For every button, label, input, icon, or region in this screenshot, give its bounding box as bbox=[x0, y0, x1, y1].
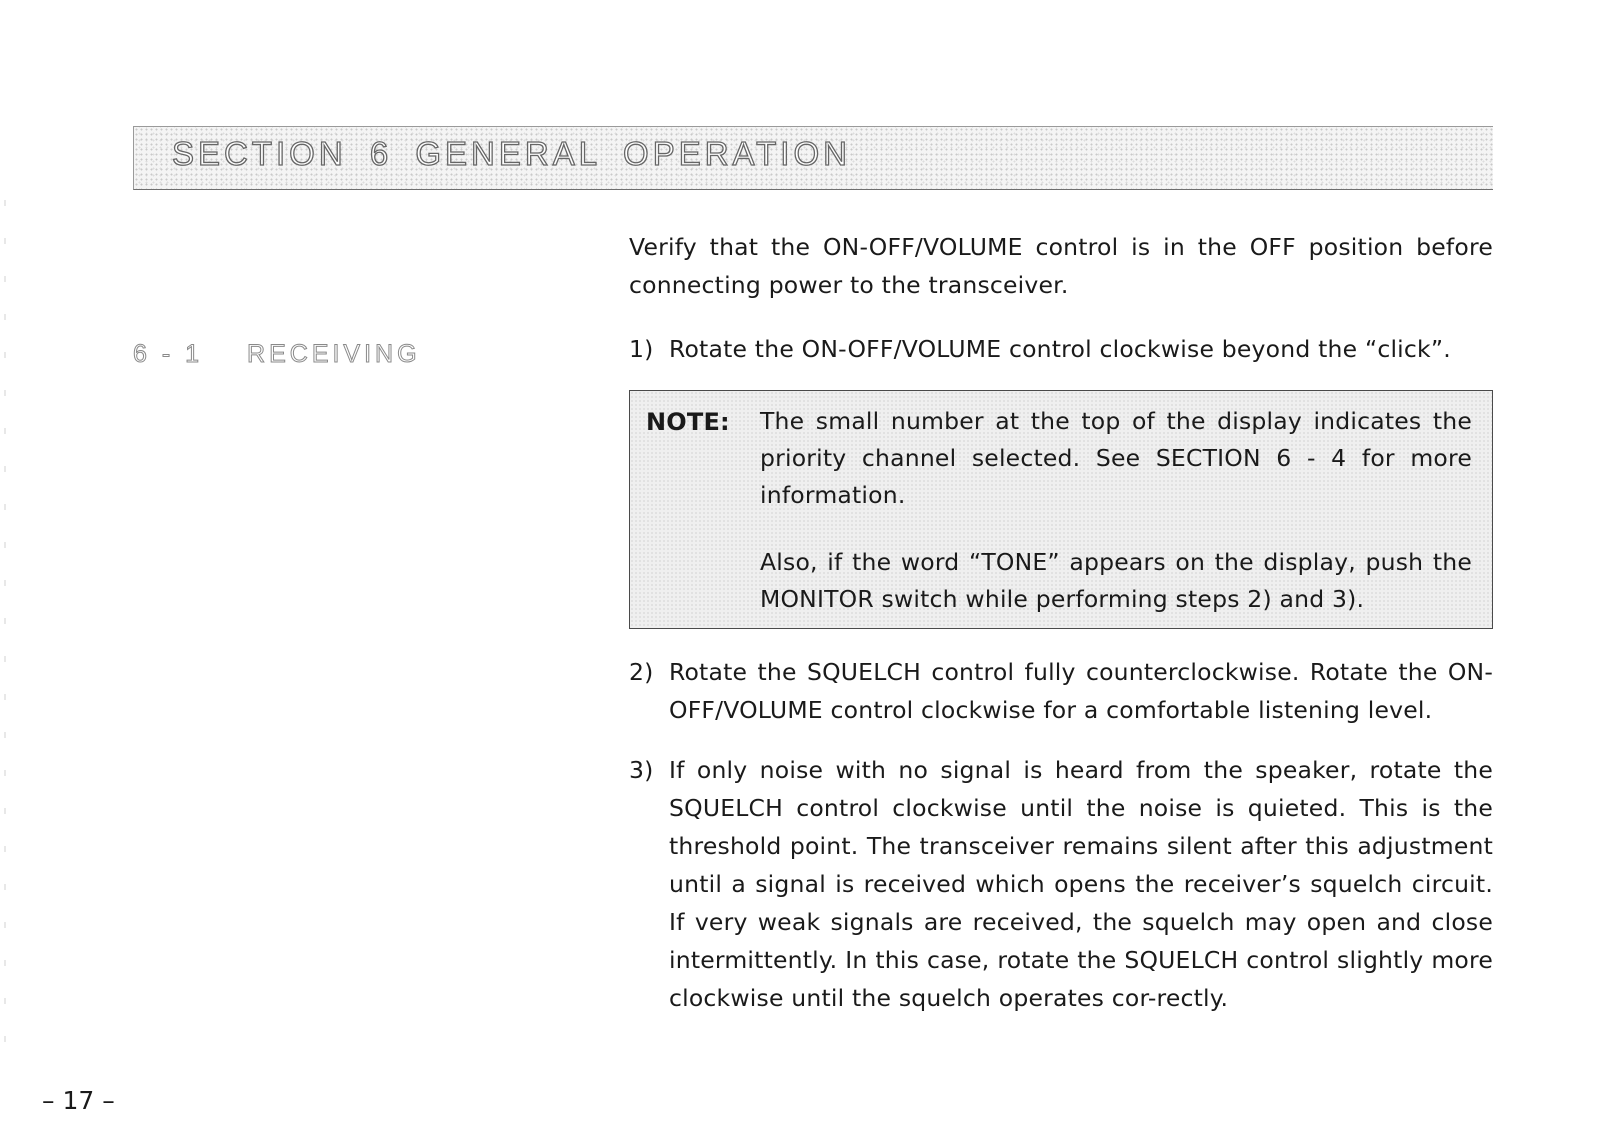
subsection-heading bbox=[133, 340, 421, 369]
step-number: 2) bbox=[629, 658, 654, 686]
scan-edge-marks bbox=[4, 200, 6, 1060]
note-body bbox=[760, 403, 1472, 618]
note-label: NOTE: bbox=[646, 408, 730, 436]
step-text: Rotate the ON-OFF/VOLUME control clockwise beyond the “click”. bbox=[669, 335, 1451, 363]
step-3 bbox=[629, 751, 1493, 1017]
note-paragraph: Also, if the word “TONE” appears on the display, push the MONITOR switch while performing steps 2) and 3). bbox=[760, 548, 1472, 613]
intro-paragraph: Verify that the ON-OFF/VOLUME control is in the OFF position before connecting power to the transceiver. bbox=[629, 233, 1493, 299]
section-header-banner bbox=[133, 126, 1493, 190]
step-text: If only noise with no signal is heard from the speaker, rotate the SQUELCH control clockwise until the noise is quieted. This is the threshold point. The transceiver remains silent after this adjustment until a signal is received which opens the receiver’s squelch circuit. If very weak signals are received, the squelch may open and close intermittently. In this case, rotate the SQUELCH control slightly more clockwise until the squelch operates cor-rectly. bbox=[669, 756, 1493, 1012]
page-number: – 17 – bbox=[42, 1086, 115, 1115]
step-1 bbox=[629, 330, 1493, 368]
subsection-title: RECEIVING bbox=[247, 340, 421, 368]
step-2 bbox=[629, 653, 1493, 729]
step-text: Rotate the SQUELCH control fully counterclockwise. Rotate the ON-OFF/VOLUME control clockwise for a comfortable listening level. bbox=[669, 658, 1493, 724]
step-number: 3) bbox=[629, 756, 654, 784]
subsection-number: 6 - 1 bbox=[133, 340, 204, 368]
step-number: 1) bbox=[629, 335, 654, 363]
note-paragraph: The small number at the top of the display indicates the priority channel selected. See SECTION 6 - 4 for more information. bbox=[760, 407, 1472, 509]
note-box bbox=[629, 390, 1493, 629]
section-title: SECTION 6 GENERAL OPERATION bbox=[172, 135, 851, 172]
main-content bbox=[629, 228, 1493, 1039]
